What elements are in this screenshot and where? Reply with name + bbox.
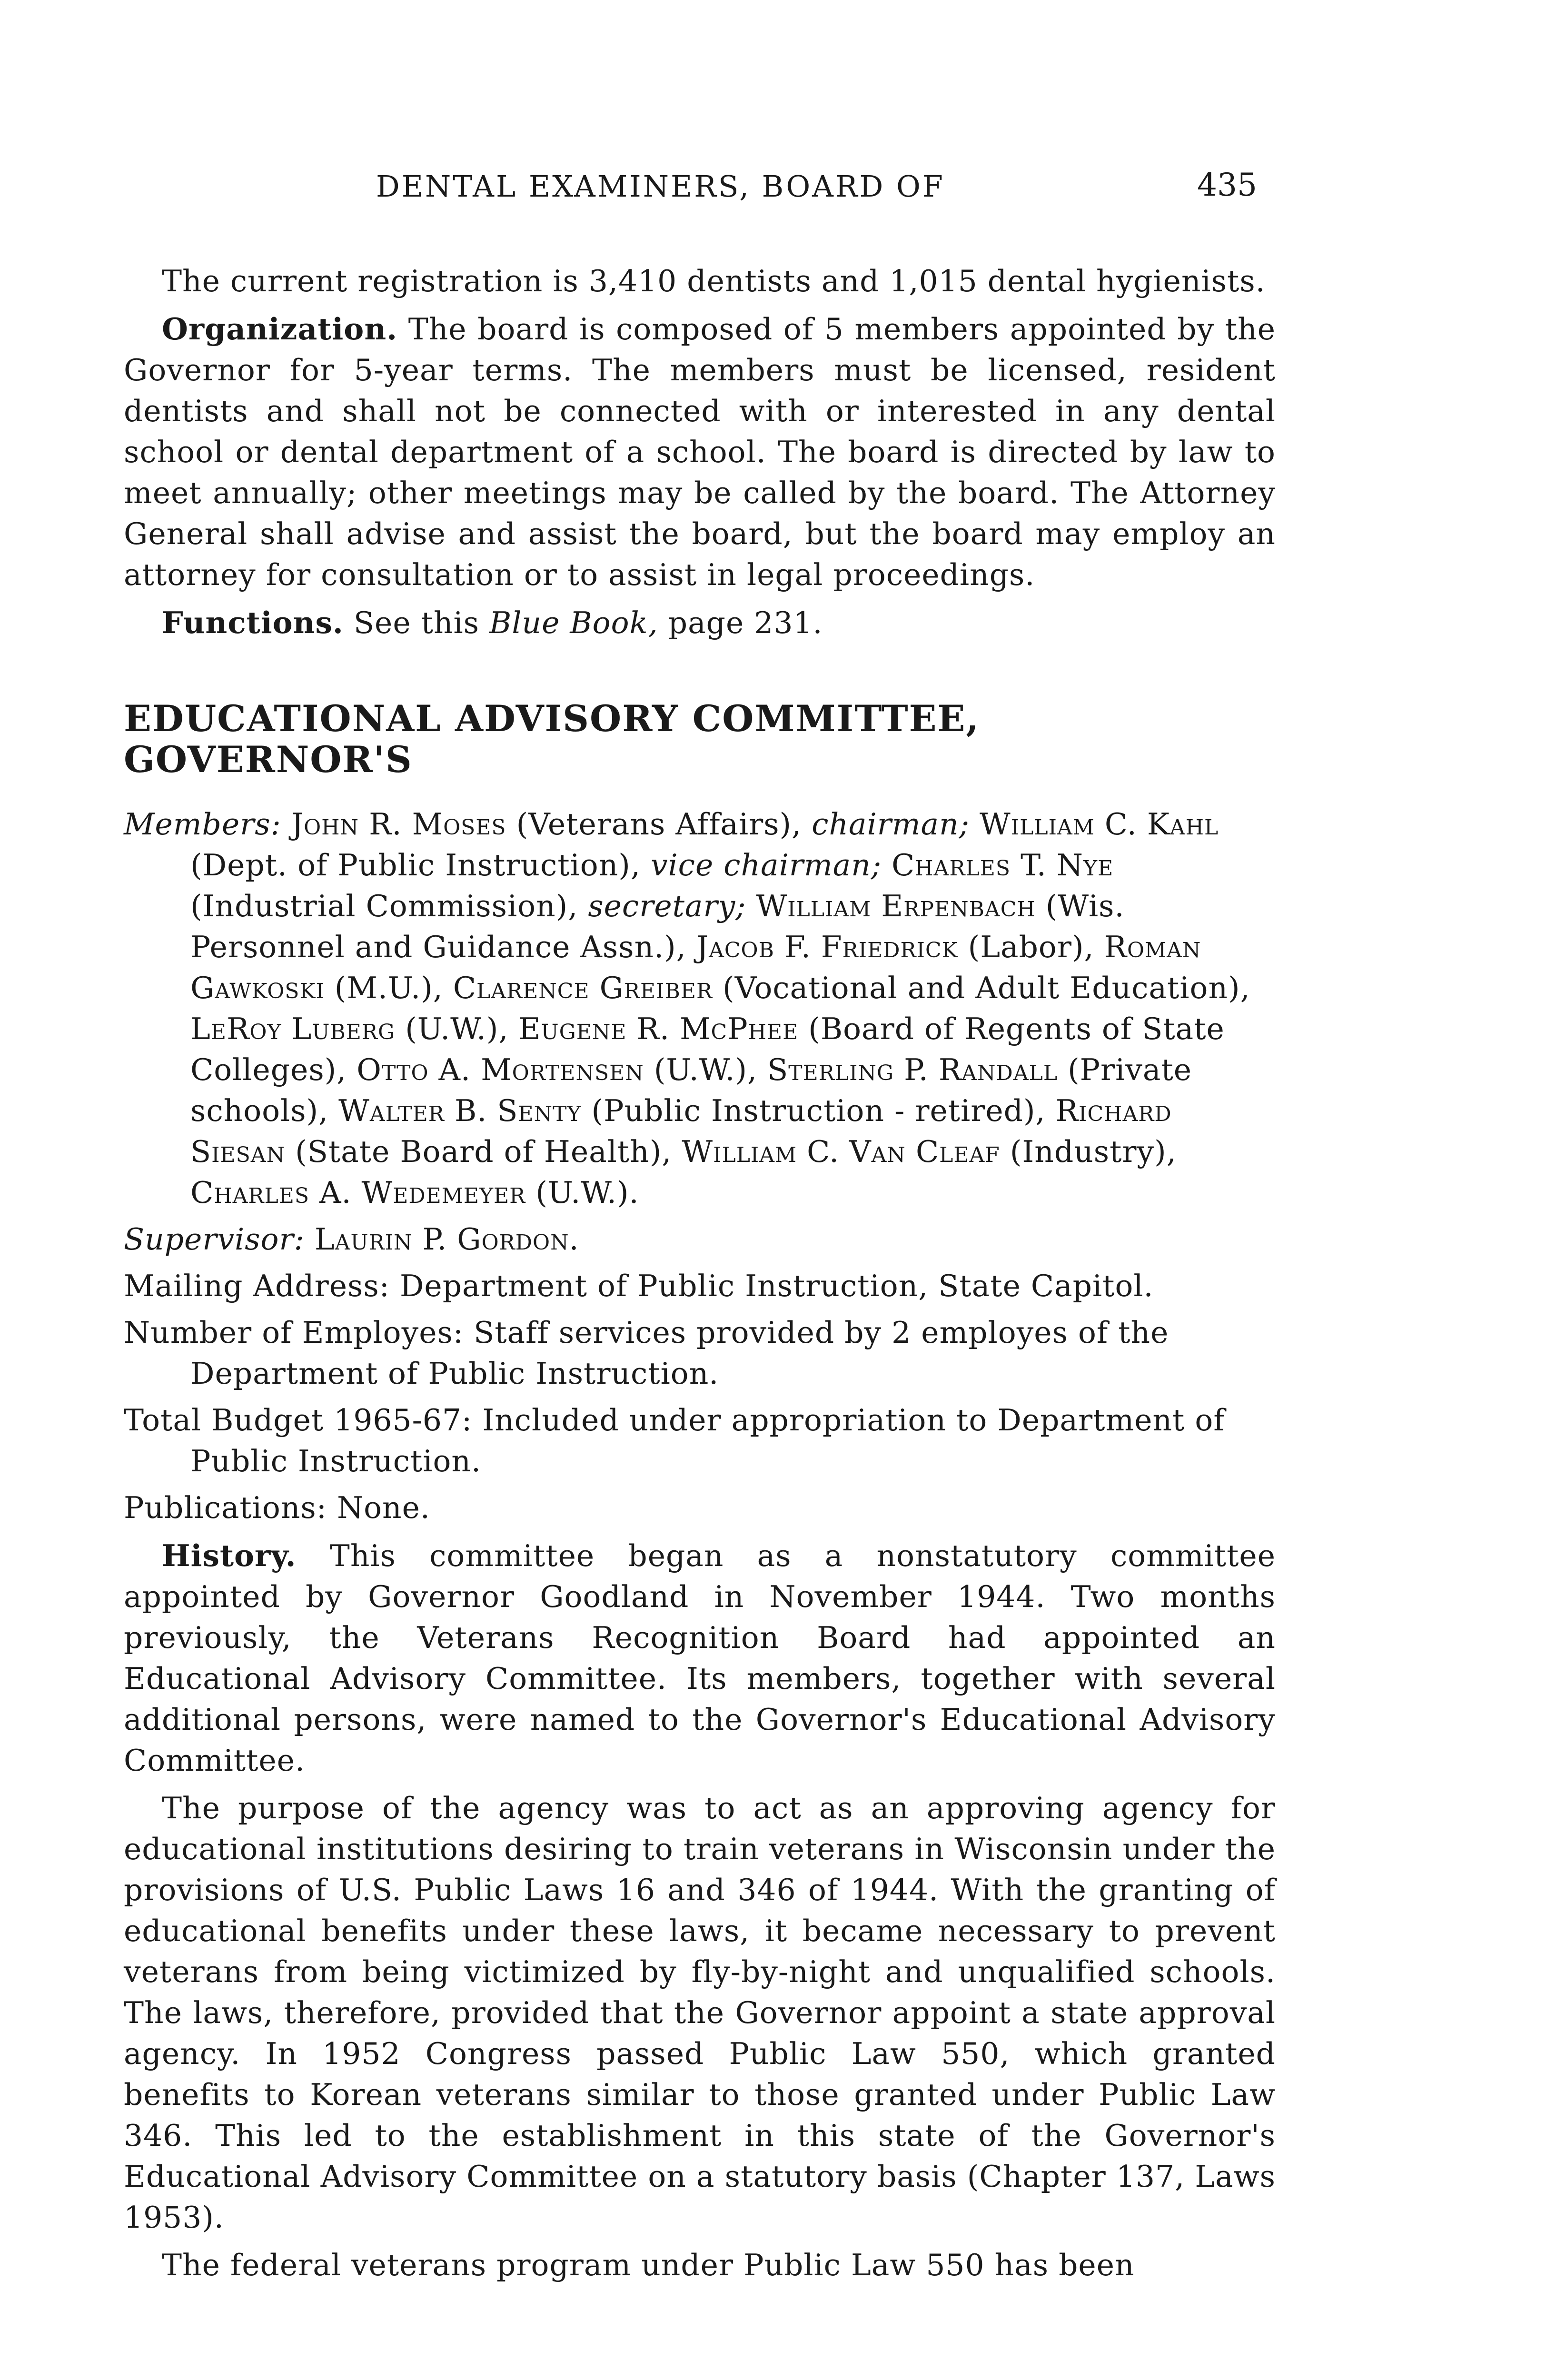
member-role: vice chairman; bbox=[650, 848, 882, 883]
member-entry bbox=[190, 1012, 509, 1046]
member-entry bbox=[453, 971, 1250, 1005]
member-name: Sterling P. Randall bbox=[767, 1052, 1058, 1087]
supervisor-name: Laurin P. Gordon. bbox=[314, 1222, 579, 1257]
member-name: Walter B. Senty bbox=[338, 1093, 582, 1128]
organization-label: Organization. bbox=[162, 311, 398, 347]
member-entry bbox=[338, 1093, 1045, 1128]
member-entry bbox=[696, 930, 1094, 964]
member-affiliation: (Labor), bbox=[968, 930, 1094, 964]
member-role: secretary; bbox=[588, 889, 746, 923]
publications-value: None. bbox=[337, 1490, 430, 1525]
member-name: Otto A. Mortensen bbox=[357, 1052, 644, 1087]
member-name: Charles T. Nye bbox=[892, 848, 1114, 883]
functions-prefix: See this bbox=[353, 605, 480, 640]
member-role: chairman; bbox=[812, 807, 970, 842]
member-name: William C. Van Cleaf bbox=[682, 1134, 1000, 1169]
supervisor-label: Supervisor: bbox=[124, 1222, 305, 1257]
budget-value: Included under appropriation to Department of Public Instruction. bbox=[190, 1403, 1225, 1478]
employes-label: Number of Employes: bbox=[124, 1315, 464, 1350]
budget-label: Total Budget 1965-67: bbox=[124, 1403, 473, 1438]
purpose-paragraph: The purpose of the agency was to act as an approving agency for educational institutions desiring to train veterans in Wisconsin under the provisions of U.S. Public Laws 16 and 346 of 1944. With the granting of educational benefits under these laws, it became necessary to prevent veterans from being victimized by fly-by-night and unqualified schools. The laws, therefore, provided that the Governor appoint a state approval agency. In 1952 Congress passed Public Law 550, which granted benefits to Korean veterans similar to those granted under Public Law 346. This led to the establishment in this state of the Governor's Educational Advisory Committee on a statutory basis (Chapter 137, Laws 1953). bbox=[124, 1791, 1276, 2235]
member-affiliation: (Dept. of Public Instruction), bbox=[190, 848, 641, 883]
member-entry bbox=[291, 807, 970, 842]
member-affiliation: (U.W.). bbox=[535, 1175, 639, 1210]
employes-line bbox=[124, 1312, 1276, 1394]
member-affiliation: (Veterans Affairs), bbox=[516, 807, 802, 842]
federal-program-paragraph: The federal veterans program under Public Law 550 has been bbox=[162, 2248, 1135, 2282]
member-affiliation: (Private schools), bbox=[190, 1052, 1192, 1128]
member-name: Clarence Greiber bbox=[453, 971, 713, 1005]
member-affiliation: (U.W.), bbox=[654, 1052, 758, 1087]
functions-suffix: page 231. bbox=[668, 605, 823, 640]
members-label: Members: bbox=[124, 807, 281, 842]
member-affiliation: (State Board of Health), bbox=[295, 1134, 672, 1169]
text-column bbox=[124, 261, 1276, 2286]
member-name: Richard Siesan bbox=[190, 1093, 1172, 1169]
mailing-address-line bbox=[124, 1266, 1276, 1307]
section-heading: EDUCATIONAL ADVISORY COMMITTEE, GOVERNOR'S bbox=[124, 697, 980, 781]
member-name: Charles A. Wedemeyer bbox=[190, 1175, 526, 1210]
history-text: This committee began as a nonstatutory committee appointed by Governor Goodland in November 1944. Two months previously, the Veterans Recognition Board had appointed an Educational Advisory Committee. Its members, together with several additional persons, were named to the Governor's Educational Advisory Committee. bbox=[124, 1538, 1276, 1778]
organization-text: The board is composed of 5 members appointed by the Governor for 5-year terms. The members must be licensed, resident dentists and shall not be connected with or interested in any dental school or dental department of a school. The board is directed by law to meet annually; other meetings may be called by the board. The Attorney General shall advise and assist the board, but the board may employ an attorney for consultation or to assist in legal proceedings. bbox=[124, 312, 1276, 592]
mailing-label: Mailing Address: bbox=[124, 1269, 390, 1303]
member-name: John R. Moses bbox=[291, 807, 506, 842]
member-name: Eugene R. McPhee bbox=[518, 1012, 799, 1046]
employes-value: Staff services provided by 2 employes of the Department of Public Instruction. bbox=[190, 1315, 1169, 1391]
members-list bbox=[190, 807, 1250, 1210]
member-affiliation: (Industry), bbox=[1010, 1134, 1177, 1169]
history-label: History. bbox=[162, 1538, 297, 1573]
member-entry bbox=[682, 1134, 1176, 1169]
organization-paragraph bbox=[124, 308, 1276, 595]
member-entry bbox=[357, 1052, 757, 1087]
history-paragraph bbox=[124, 1535, 1276, 1781]
budget-line bbox=[124, 1400, 1276, 1482]
member-name: Jacob F. Friedrick bbox=[696, 930, 958, 964]
members-paragraph bbox=[124, 804, 1276, 1213]
running-head: DENTAL EXAMINERS, BOARD OF bbox=[376, 169, 945, 204]
publications-line bbox=[124, 1488, 1276, 1528]
member-affiliation: (Public Instruction - retired), bbox=[591, 1093, 1046, 1128]
member-name: Roman Gawkoski bbox=[190, 930, 1201, 1005]
member-affiliation: (Industrial Commission), bbox=[190, 889, 578, 923]
page-number: 435 bbox=[1197, 167, 1257, 203]
member-name: LeRoy Luberg bbox=[190, 1012, 396, 1046]
registration-paragraph: The current registration is 3,410 dentists and 1,015 dental hygienists. bbox=[162, 264, 1266, 298]
functions-paragraph bbox=[124, 602, 1276, 644]
functions-label: Functions. bbox=[162, 605, 344, 640]
member-affiliation: (Board of Regents of State Colleges), bbox=[190, 1012, 1225, 1087]
member-name: William C. Kahl bbox=[980, 807, 1219, 842]
member-affiliation: (Wis. Personnel and Guidance Assn.), bbox=[190, 889, 1125, 964]
member-affiliation: (M.U.), bbox=[334, 971, 443, 1005]
blue-book-title: Blue Book, bbox=[489, 605, 658, 640]
member-affiliation: (U.W.), bbox=[405, 1012, 509, 1046]
publications-label: Publications: bbox=[124, 1490, 327, 1525]
supervisor-line bbox=[124, 1219, 1276, 1260]
member-affiliation: (Vocational and Adult Education), bbox=[723, 971, 1250, 1005]
member-entry bbox=[190, 1175, 639, 1210]
member-name: William Erpenbach bbox=[756, 889, 1036, 923]
mailing-value: Department of Public Instruction, State Capitol. bbox=[399, 1269, 1154, 1303]
